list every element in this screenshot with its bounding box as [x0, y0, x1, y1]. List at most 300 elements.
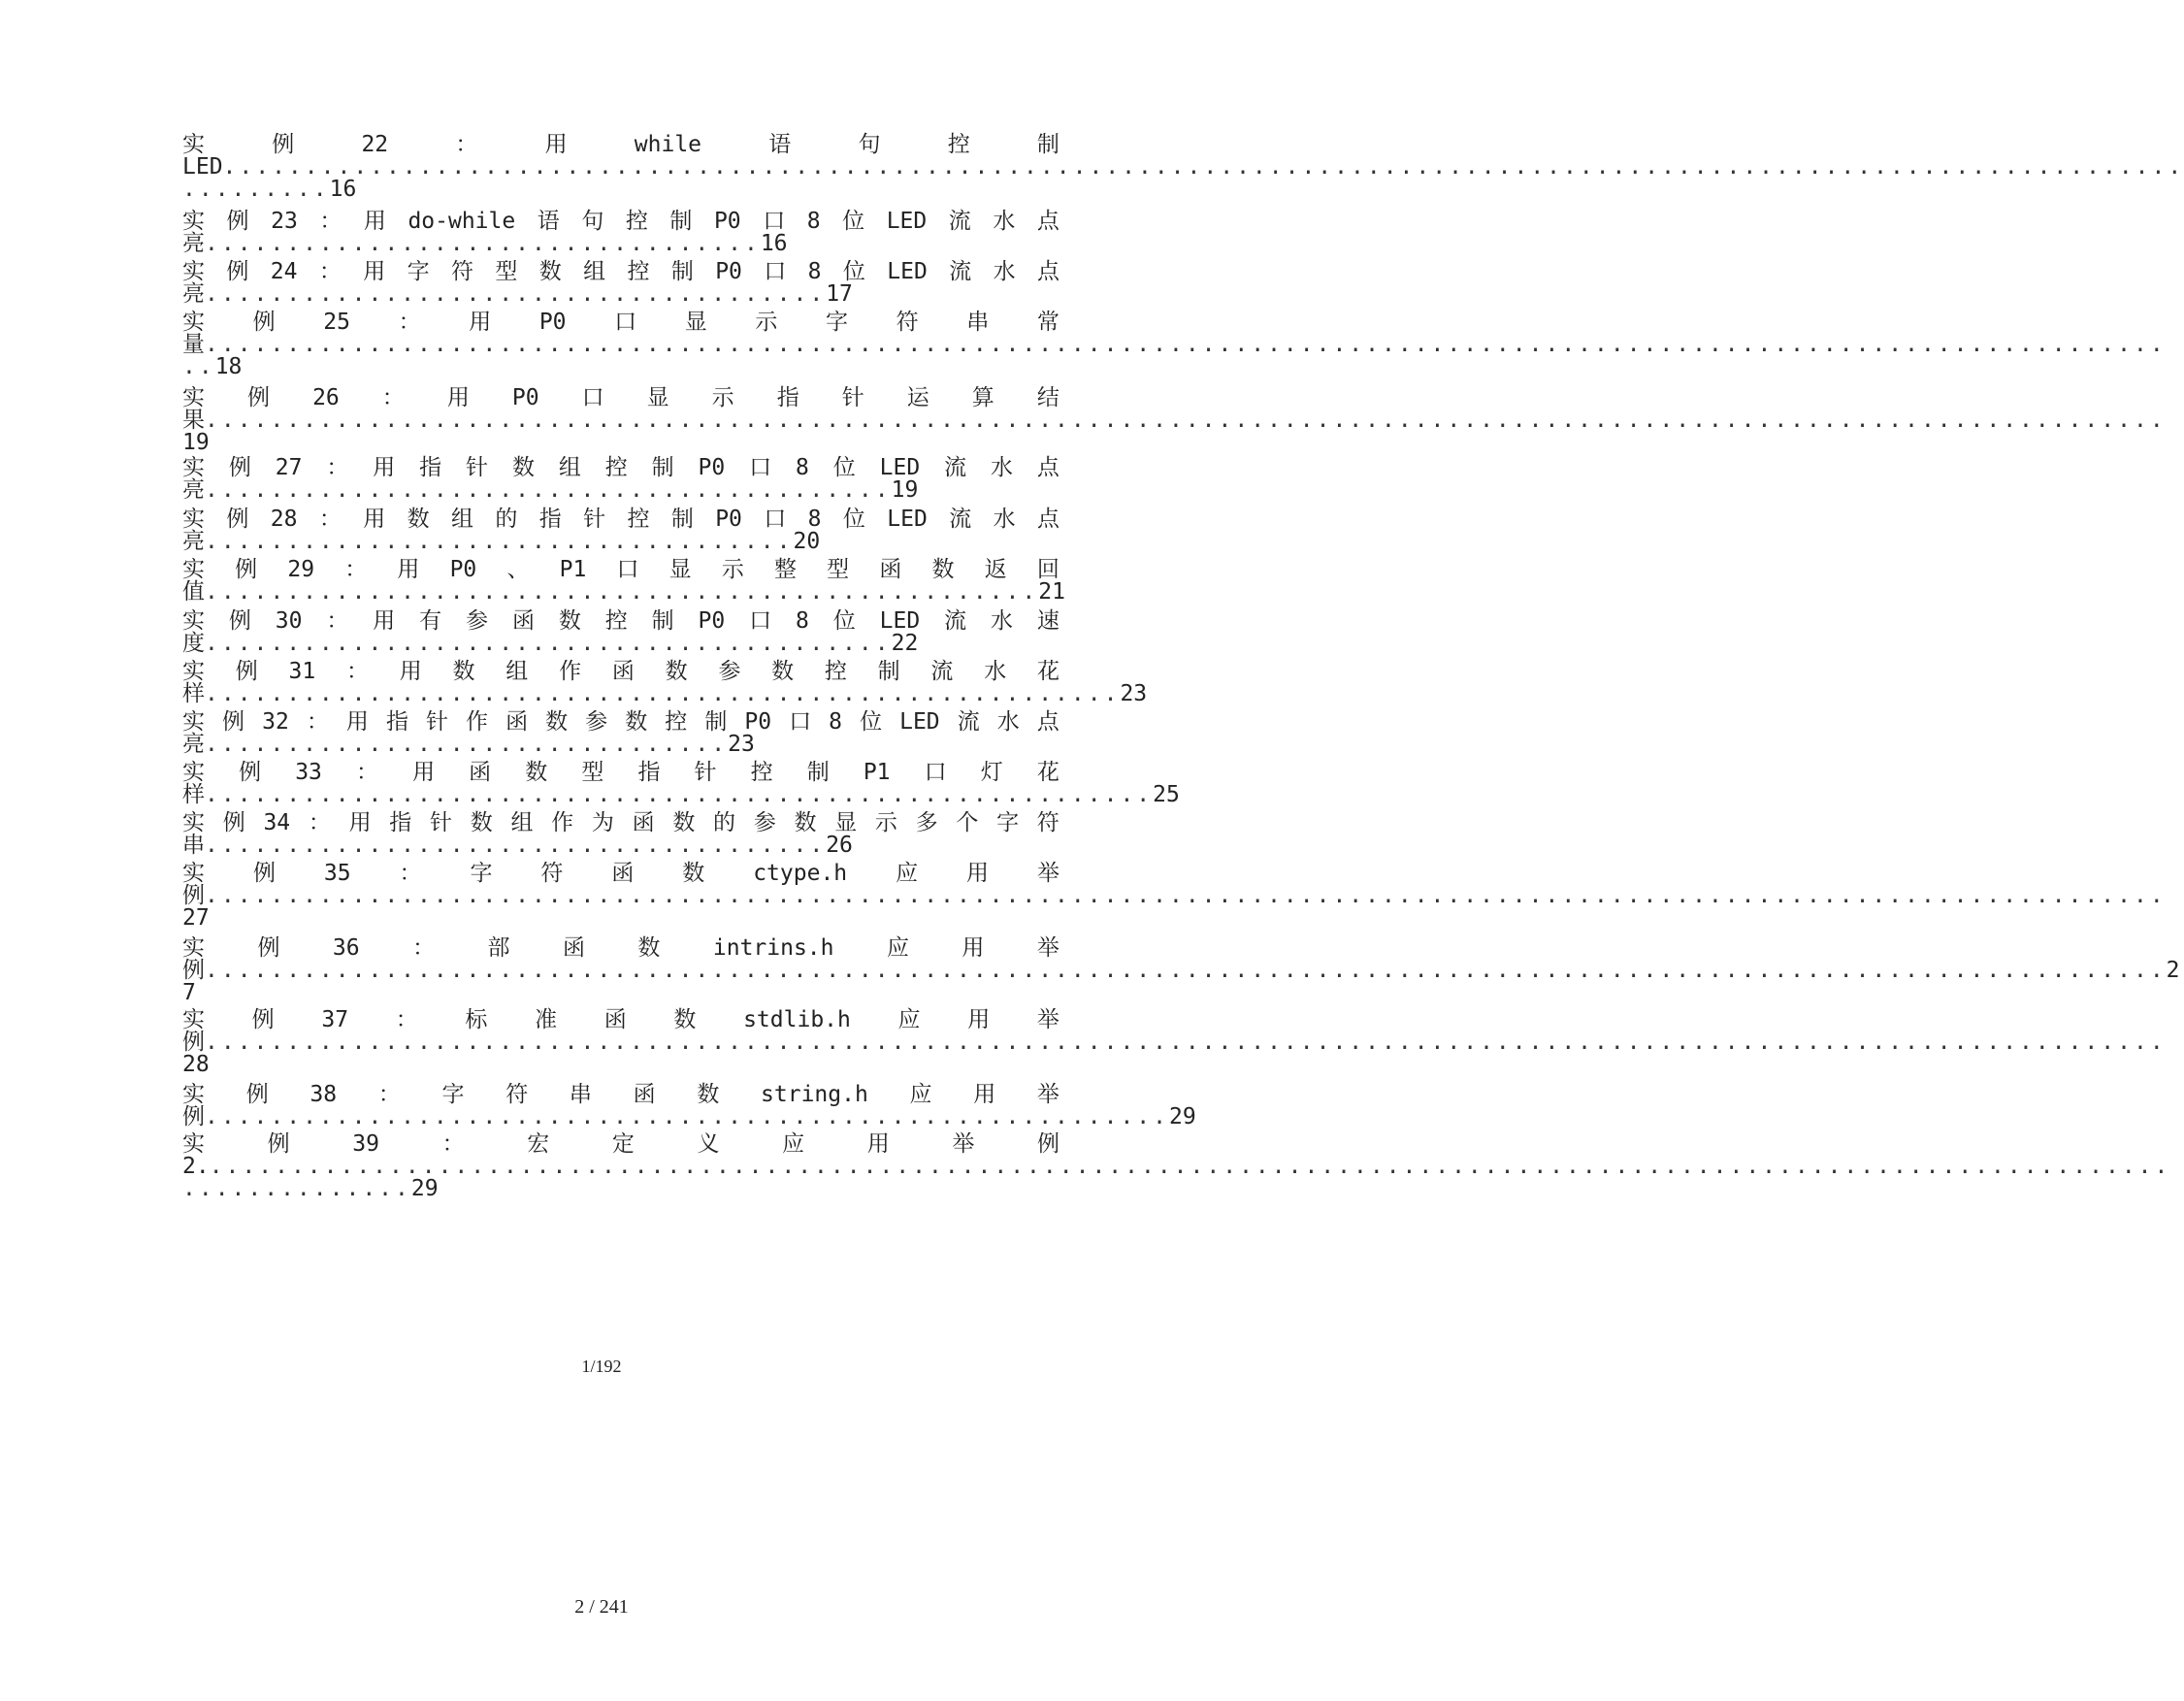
toc-title-token: 实	[182, 861, 205, 886]
toc-title-token: P1	[559, 557, 587, 582]
toc-lead-text: 度	[182, 631, 205, 656]
toc-title-token: 8	[795, 455, 809, 480]
toc-title-token: 用	[967, 1007, 991, 1032]
toc-title-token: 32	[262, 709, 289, 735]
toc-title-token: 用	[446, 385, 470, 410]
toc-title-token: 实	[182, 1082, 205, 1107]
toc-title-token: 口	[789, 709, 812, 735]
toc-title-token: 31	[288, 659, 316, 684]
toc-title-token: 39	[352, 1131, 379, 1157]
toc-title-token: 定	[611, 1131, 635, 1157]
toc-title-token: 标	[465, 1007, 488, 1032]
toc-title-token: 例	[222, 709, 245, 735]
toc-title-token: 针	[583, 507, 606, 532]
toc-title-token: 控	[947, 132, 970, 157]
toc-title-token: 数	[511, 455, 535, 480]
toc-title-token: ：	[412, 935, 436, 961]
toc-title-token: 控	[627, 259, 650, 284]
toc-title-token: 针	[425, 709, 448, 735]
toc-title-token: 控	[750, 760, 773, 785]
toc-title-token: 水	[993, 259, 1016, 284]
toc-title-token: 数	[682, 861, 705, 886]
toc-title-token: 型	[827, 557, 850, 582]
toc-lead-text: 例	[182, 1104, 205, 1129]
toc-title-token: 30	[275, 608, 303, 634]
toc-title-token: 实	[182, 557, 205, 582]
toc-title-token: 函	[611, 659, 635, 684]
toc-title-token: 句	[858, 132, 881, 157]
toc-lead-text: 果	[182, 408, 205, 433]
toc-title-token: 作	[559, 659, 582, 684]
toc-title-token: 用	[345, 709, 369, 735]
toc-title-token: 数	[697, 1082, 720, 1107]
toc-title-token: 实	[182, 1131, 205, 1157]
toc-title-token: 实	[182, 659, 205, 684]
toc-page-number: 29	[1168, 1104, 1196, 1129]
toc-title-token: 实	[182, 709, 205, 735]
toc-title-token: 实	[182, 1007, 205, 1032]
toc-page-number: 19	[182, 430, 210, 455]
toc-title-token: 花	[1036, 659, 1059, 684]
toc-title-token: 制	[1036, 132, 1059, 157]
toc-dot-leader: ..........................................................	[205, 782, 1154, 807]
toc-lead-text: 值	[182, 579, 205, 605]
toc-title-token: 水	[993, 209, 1016, 234]
toc-title-token: 参	[718, 659, 741, 684]
toc-title-token: 控	[665, 709, 688, 735]
toc-title-token: 8	[829, 709, 843, 735]
toc-title-token: 字	[407, 259, 430, 284]
toc-title-token: 应	[897, 1007, 921, 1032]
toc-title-token: 数	[771, 659, 795, 684]
toc-title-token: ctype.h	[753, 861, 848, 886]
toc-page-line	[182, 1051, 1059, 1078]
toc-page-number: 18	[214, 354, 243, 379]
toc-title-token: 口	[924, 760, 947, 785]
toc-page-number: 21	[1038, 579, 1065, 605]
toc-title-token: 例	[235, 557, 258, 582]
toc-title-token: 个	[956, 810, 979, 835]
toc-title-token: 实	[182, 455, 205, 480]
toc-title-token: 符	[540, 861, 564, 886]
toc-title-token: 针	[430, 810, 453, 835]
toc-leader-line	[182, 280, 1059, 308]
toc-lead-text: 亮	[182, 477, 205, 503]
toc-title-token: 举	[952, 1131, 975, 1157]
toc-title-token: 水	[984, 659, 1007, 684]
toc-title-token: 例	[1036, 1131, 1059, 1157]
toc-title-token: 算	[971, 385, 994, 410]
toc-title-token: 36	[332, 935, 360, 961]
toc-title-token: 用	[363, 209, 386, 234]
toc-title-token: 举	[1036, 1007, 1059, 1032]
toc-title-token: 整	[774, 557, 797, 582]
toc-title-token: 示	[721, 557, 744, 582]
toc-title-token: 实	[182, 935, 205, 961]
toc-title-token: ：	[326, 455, 349, 480]
toc-title-token: ：	[318, 507, 342, 532]
toc-title-token: 指	[389, 810, 412, 835]
toc-title-token: ：	[319, 209, 342, 234]
toc-title-token: 符	[450, 259, 473, 284]
toc-leader-line	[182, 731, 1059, 758]
toc-title-token: 组	[510, 810, 534, 835]
toc-title-token: P0	[744, 709, 772, 735]
toc-title-token: P0	[698, 455, 726, 480]
toc-lead-text: 亮	[182, 231, 205, 256]
toc-title-token: 组	[558, 455, 581, 480]
toc-dot-leader: ..................................	[205, 231, 761, 256]
toc-dot-leader: ........................................................................................................................	[222, 154, 2184, 180]
toc-title-token: 口	[749, 455, 772, 480]
toc-title-token: 26	[312, 385, 340, 410]
toc-title-token: 实	[182, 760, 205, 785]
toc-title-token: 举	[1036, 935, 1059, 961]
toc-title-token: 水	[990, 608, 1013, 634]
toc-title-token: 语	[537, 209, 560, 234]
toc-title-token: ：	[355, 760, 378, 785]
toc-title-token: 点	[1036, 209, 1059, 234]
toc-title-token: 实	[182, 209, 205, 234]
toc-dot-leader: ........................................................................................................................	[205, 883, 2167, 908]
toc-title-token: 34	[263, 810, 291, 835]
toc-lead-text: 亮	[182, 732, 205, 757]
toc-title-token: 实	[182, 132, 205, 157]
toc-title-token: 显	[668, 557, 692, 582]
toc-title-token: 组	[450, 507, 473, 532]
toc-title-token: 应	[909, 1082, 932, 1107]
toc-title-token: 指	[385, 709, 408, 735]
toc-title-token: 运	[906, 385, 929, 410]
toc-title-token: 函	[879, 557, 902, 582]
toc-dot-leader: ........................................................................................................................	[205, 1030, 2167, 1055]
toc-title-token: 返	[984, 557, 1007, 582]
toc-title-token: 灯	[980, 760, 1003, 785]
toc-title-token: 8	[807, 259, 822, 284]
toc-title-token: 位	[842, 507, 865, 532]
toc-title-token: 参	[466, 608, 489, 634]
toc-title-token: 38	[310, 1082, 338, 1107]
toc-title-token: 8	[795, 608, 809, 634]
toc-title-token: 位	[842, 209, 865, 234]
toc-title-token: 数	[470, 810, 493, 835]
toc-title-token: 多	[915, 810, 938, 835]
toc-title-token: 位	[860, 709, 883, 735]
toc-title-token: 函	[632, 810, 655, 835]
toc-title-token: 8	[807, 507, 822, 532]
toc-title-token: 函	[469, 760, 492, 785]
toc-page-line	[182, 979, 1059, 1006]
toc-title-token: 用	[363, 259, 386, 284]
toc-title-token: 用	[397, 557, 420, 582]
toc-title-token: 符	[505, 1082, 529, 1107]
toc-title-token: 应	[782, 1131, 805, 1157]
toc-title-token: 指	[637, 760, 661, 785]
toc-title-token: 用	[399, 659, 422, 684]
toc-title-token: 针	[694, 760, 717, 785]
toc-title-token: ：	[308, 810, 331, 835]
toc-title-token: ：	[381, 385, 405, 410]
toc-title-token: 用	[469, 310, 492, 335]
toc-title-token: ：	[326, 608, 349, 634]
toc-title-token: 举	[1036, 1082, 1059, 1107]
toc-title-token: 参	[585, 709, 608, 735]
toc-title-token: 口	[749, 608, 772, 634]
toc-title-token: ：	[318, 259, 342, 284]
toc-page-number: 16	[329, 177, 357, 202]
toc-title-token: 流	[957, 709, 980, 735]
toc-title-token: 流	[948, 209, 971, 234]
toc-dot-leader: ........................................................	[205, 681, 1121, 706]
toc-title-token: 控	[627, 507, 650, 532]
toc-title-token: 显	[834, 810, 858, 835]
toc-page-number: 23	[1120, 681, 1148, 706]
toc-lead-text: 样	[182, 681, 205, 706]
toc-title-token: 用	[373, 455, 396, 480]
toc-title-token: 37	[321, 1007, 349, 1032]
toc-title-token: 为	[591, 810, 614, 835]
toc-title-token: 用	[866, 1131, 890, 1157]
toc-title-token: 应	[886, 935, 909, 961]
toc-title-token: 口	[616, 557, 639, 582]
toc-title-token: 组	[583, 259, 606, 284]
toc-title-token: 符	[896, 310, 919, 335]
toc-title-token: 22	[361, 132, 389, 157]
toc-title-token: 例	[252, 310, 276, 335]
toc-title-token: 作	[551, 810, 574, 835]
toc-title-token: 数	[558, 608, 581, 634]
toc-page-number: 23	[728, 732, 755, 757]
toc-title-token: P0	[715, 259, 742, 284]
toc-title-token: 例	[239, 760, 262, 785]
toc-title-token: 数	[545, 709, 569, 735]
toc-title-token: 例	[251, 1007, 275, 1032]
toc-title-token: 举	[1036, 861, 1059, 886]
toc-lead-text: 例	[182, 1030, 205, 1055]
toc-title-token: 实	[182, 608, 205, 634]
toc-dot-leader: ........................................................................................................................	[205, 332, 2167, 357]
toc-title-token: 例	[267, 1131, 290, 1157]
outer-page-number: 2 / 241	[574, 1596, 629, 1618]
toc-title-token: 语	[768, 132, 792, 157]
toc-title-token: 准	[535, 1007, 558, 1032]
toc-title-token: 的	[495, 507, 518, 532]
toc-title-token: P0	[713, 209, 741, 234]
toc-title-token: 符	[1036, 810, 1059, 835]
toc-title-token: 数	[931, 557, 955, 582]
toc-title-token: P0	[449, 557, 477, 582]
toc-title-token: ：	[441, 1131, 465, 1157]
toc-title-token: 水	[990, 455, 1013, 480]
toc-title-token: 控	[824, 659, 847, 684]
toc-title-token: 例	[226, 259, 249, 284]
toc-title-token: 组	[505, 659, 529, 684]
toc-title-token: 流	[930, 659, 954, 684]
toc-title-token: do-while	[407, 209, 516, 234]
toc-title-token: 结	[1036, 385, 1059, 410]
toc-title-token: 显	[646, 385, 669, 410]
toc-title-token: 花	[1036, 760, 1059, 785]
toc-title-token: 制	[651, 608, 674, 634]
toc-page-number-cont: 7	[182, 980, 196, 1005]
toc-lead-text: 亮	[182, 529, 205, 554]
toc-title-token: 点	[1036, 259, 1059, 284]
toc-lead-text: 量	[182, 332, 205, 357]
toc-title-token: ：	[455, 132, 478, 157]
toc-title-token: ：	[344, 557, 368, 582]
toc-title-token: 有	[419, 608, 442, 634]
toc-page-number: 25	[1153, 782, 1180, 807]
toc-title-token: 例	[252, 861, 276, 886]
toc-title-token: 针	[466, 455, 489, 480]
toc-title-token: 回	[1036, 557, 1059, 582]
toc-page-line	[182, 1175, 1059, 1202]
toc-title-token: 函	[505, 709, 529, 735]
toc-title-token: P0	[715, 507, 742, 532]
toc-dot-leader: ......................................	[205, 833, 827, 858]
toc-title-token: 口	[764, 259, 787, 284]
toc-dot-leader-cont: .........	[182, 177, 330, 202]
toc-title-token: 义	[697, 1131, 720, 1157]
toc-title-token: 常	[1036, 310, 1059, 335]
toc-leader-line	[182, 1103, 1196, 1130]
toc-title-token: 33	[295, 760, 322, 785]
toc-title-token: while	[634, 132, 702, 157]
toc-title-token: LED	[887, 259, 928, 284]
toc-title-token: 函	[603, 1007, 627, 1032]
toc-dot-leader: ...........................................................	[205, 1104, 1169, 1129]
toc-title-token: 位	[842, 259, 865, 284]
inner-page-number: 1/192	[581, 1357, 622, 1376]
toc-title-token: 24	[270, 259, 298, 284]
toc-title-token: 数	[538, 259, 562, 284]
toc-page-line	[182, 904, 1059, 932]
toc-title-token: 水	[996, 709, 1020, 735]
toc-title-token: 例	[222, 810, 245, 835]
toc-title-token: 例	[235, 659, 258, 684]
toc-title-token: 点	[1036, 709, 1059, 735]
toc-title-token: 口	[581, 385, 604, 410]
toc-lead-text: 串	[182, 833, 205, 858]
toc-title-token: 水	[993, 507, 1016, 532]
toc-lead-text: 例	[182, 958, 205, 983]
toc-title-token: ：	[306, 709, 329, 735]
toc-title-token: 制	[877, 659, 900, 684]
toc-title-token: 用	[966, 861, 990, 886]
toc-page-line	[182, 353, 1059, 380]
toc-title-token: 用	[412, 760, 436, 785]
toc-title-token: 流	[944, 608, 967, 634]
toc-title-token: 流	[949, 507, 972, 532]
toc-title-token: 23	[271, 209, 298, 234]
toc-title-token: ：	[399, 861, 422, 886]
toc-title-token: 制	[704, 709, 728, 735]
toc-title-token: 串	[966, 310, 990, 335]
toc-title-token: 流	[944, 455, 967, 480]
toc-title-token: 指	[776, 385, 799, 410]
toc-title-token: ：	[346, 659, 369, 684]
toc-title-token: 字	[826, 310, 849, 335]
toc-lead-text: 例	[182, 883, 205, 908]
toc-title-token: 部	[487, 935, 510, 961]
toc-dot-leader: ......................................	[205, 281, 827, 307]
toc-title-token: LED	[886, 209, 928, 234]
toc-title-token: 参	[753, 810, 776, 835]
toc-title-token: 字	[470, 861, 493, 886]
toc-title-token: 29	[287, 557, 315, 582]
toc-title-token: LED	[887, 507, 928, 532]
toc-title-token: string.h	[761, 1082, 868, 1107]
toc-title-token: 口	[614, 310, 637, 335]
toc-title-token: 数	[637, 935, 661, 961]
toc-dot-leader: ..........................................	[205, 477, 892, 503]
toc-title-token: 数	[407, 507, 430, 532]
toc-title-token: 控	[604, 455, 628, 480]
toc-title-token: 制	[670, 259, 694, 284]
toc-page-number: 20	[793, 529, 821, 554]
toc-title-token: 例	[245, 1082, 269, 1107]
toc-title-token: 制	[651, 455, 674, 480]
toc-title-token: 数	[525, 760, 548, 785]
toc-page-number: 29	[410, 1176, 439, 1201]
toc-title-token: 控	[625, 209, 648, 234]
toc-title-token: 例	[228, 455, 251, 480]
toc-title-token: 数	[794, 810, 817, 835]
toc-dot-leader: ........................................................................................................................	[209, 1154, 2171, 1179]
toc-leader-line	[182, 630, 1059, 657]
toc-title-token: 应	[896, 861, 919, 886]
toc-page-number: 19	[891, 477, 919, 503]
toc-title-token: 字	[996, 810, 1020, 835]
toc-title-token: 用	[373, 608, 396, 634]
toc-dot-leader: ........................................................................................................................	[205, 958, 2167, 983]
toc-title-token: 示	[874, 810, 897, 835]
toc-title-token: 数	[665, 659, 688, 684]
toc-title-token: 函	[562, 935, 585, 961]
toc-title-token: 25	[323, 310, 350, 335]
toc-title-token: 35	[323, 861, 351, 886]
toc-title-token: 口	[764, 507, 787, 532]
toc-title-token: 用	[973, 1082, 996, 1107]
toc-page-number: 27	[182, 905, 210, 931]
toc-page-number: 26	[826, 833, 853, 858]
toc-title-token: 实	[182, 810, 205, 835]
toc-title-token: 位	[832, 455, 856, 480]
toc-title-token: 型	[495, 259, 518, 284]
toc-title-token: intrins.h	[712, 935, 834, 961]
toc-title-token: 宏	[527, 1131, 550, 1157]
toc-page-number: 16	[760, 231, 788, 256]
toc-title-token: 点	[1036, 455, 1059, 480]
toc-leader-line	[182, 680, 1148, 707]
toc-leader-line	[182, 476, 1059, 504]
toc-title-token: 指	[419, 455, 442, 480]
toc-title-token: 实	[182, 385, 205, 410]
toc-title-token: 数	[673, 1007, 697, 1032]
toc-page-line	[182, 176, 1059, 203]
toc-dot-leader-cont: ..	[182, 354, 215, 379]
toc-title-token: P0	[511, 385, 539, 410]
toc-title-token: 示	[755, 310, 778, 335]
toc-title-token: 数	[625, 709, 648, 735]
toc-title-token: 例	[257, 935, 280, 961]
toc-leader-line	[182, 528, 1059, 555]
toc-title-token: LED	[899, 709, 940, 735]
toc-title-token: 27	[275, 455, 303, 480]
toc-title-token: 例	[247, 385, 271, 410]
toc-lead-text: 亮	[182, 281, 205, 307]
toc-title-token: 显	[684, 310, 707, 335]
